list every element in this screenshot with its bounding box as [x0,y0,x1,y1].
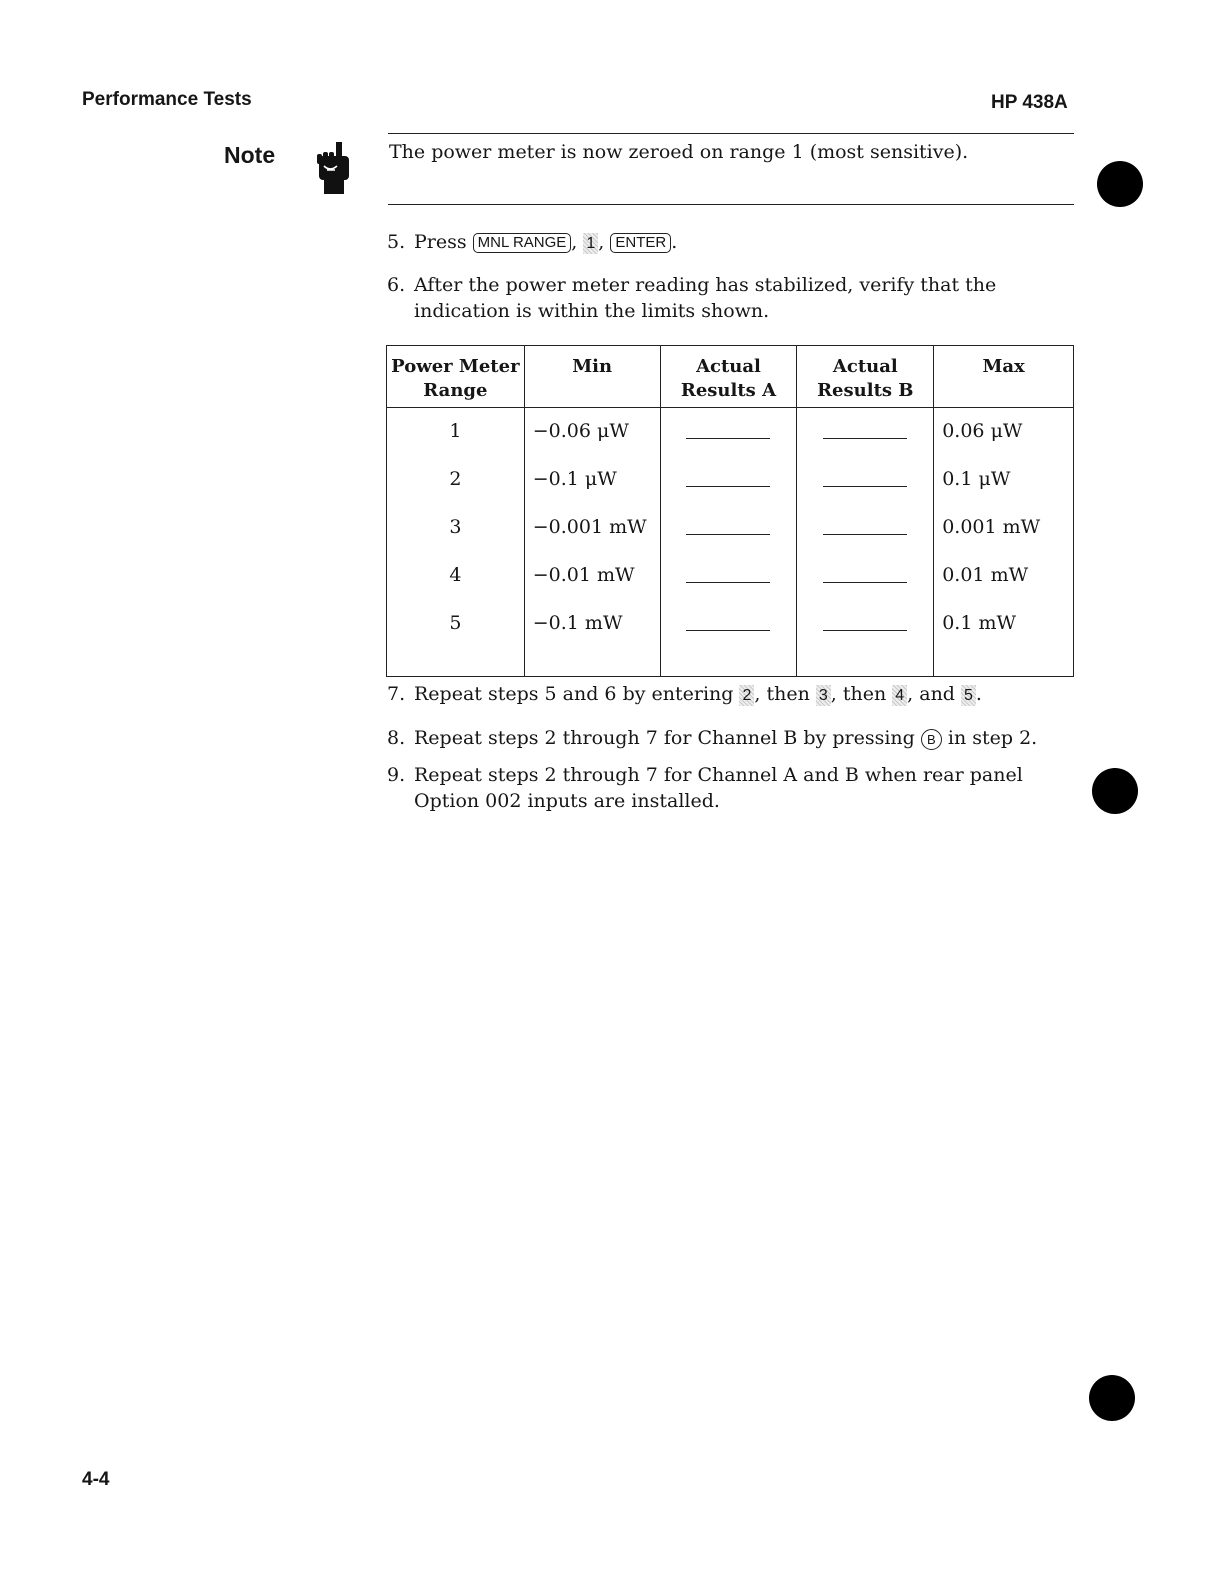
cell-actual-b [797,554,934,602]
cell-actual-a [660,458,797,506]
cell-actual-a [660,506,797,554]
key-4: 4 [892,685,907,706]
cell-range: 2 [387,458,525,506]
step-text: Repeat steps 5 and 6 by entering [414,683,734,705]
step-end: . [671,231,678,253]
cell-actual-a [660,408,797,459]
header-actual-a: Actual Results A [660,346,797,408]
step-text: in step 2. [947,727,1038,749]
cell-min: −0.06 μW [524,408,660,459]
cell-actual-b [797,408,934,459]
step-text: , then [830,683,887,705]
blank-line [686,612,770,631]
table-row [387,554,1074,602]
step-text-line2: Option 002 inputs are installed. [414,790,720,812]
cell-max: 0.001 mW [934,506,1074,554]
blank-line [823,612,907,631]
note-text: The power meter is now zeroed on range 1 (most sensitive). [389,141,969,163]
key-2: 2 [739,685,754,706]
cell-max: 0.1 μW [934,458,1074,506]
cell-range: 4 [387,554,525,602]
table-row [387,602,1074,676]
table-row [387,408,1074,459]
separator: , [598,231,605,253]
limits-table [386,345,1074,677]
step-6 [387,272,996,324]
step-text: Repeat steps 2 through 7 for Channel B by pressing [414,727,915,749]
step-number: 9. [387,764,406,786]
blank-line [823,420,907,439]
cell-max: 0.06 μW [934,408,1074,459]
blank-line [823,516,907,535]
step-text: , then [754,683,810,705]
step-number: 5. [387,231,406,253]
note-top-rule [388,133,1074,134]
blank-line [686,420,770,439]
step-end: . [975,683,982,705]
cell-range: 1 [387,408,525,459]
key-1: 1 [583,233,598,254]
step-number: 8. [387,727,406,749]
step-text-line2: indication is within the limits shown. [414,300,770,322]
binder-hole [1097,161,1143,207]
step-5 [387,229,677,255]
step-text: , and [907,683,955,705]
cell-min: −0.1 mW [524,602,660,676]
key-3: 3 [816,685,831,706]
header-range: Power Meter Range [387,346,525,408]
cell-actual-a [660,554,797,602]
blank-line [686,516,770,535]
blank-line [823,468,907,487]
cell-actual-b [797,506,934,554]
step-text: Press [414,231,467,253]
enter-key: ENTER [610,233,671,253]
step-8 [387,725,1037,751]
separator: , [571,231,578,253]
step-9 [387,762,1023,814]
header-actual-b: Actual Results B [797,346,934,408]
pointing-hand-icon [315,142,355,196]
running-header-section: Performance Tests [82,89,252,110]
channel-b-key: B [921,729,942,750]
binder-hole [1089,1375,1135,1421]
note-bottom-rule [388,204,1074,205]
page-number: 4-4 [82,1469,110,1490]
running-header-model: HP 438A [991,92,1068,113]
cell-actual-b [797,602,934,676]
cell-min: −0.1 μW [524,458,660,506]
binder-hole [1092,768,1138,814]
header-max: Max [934,346,1074,408]
note-label: Note [224,142,276,168]
cell-actual-a [660,602,797,676]
blank-line [686,468,770,487]
blank-line [686,564,770,583]
step-text-line1: Repeat steps 2 through 7 for Channel A and B when rear panel [414,764,1023,786]
header-min: Min [524,346,660,408]
mnl-range-key: MNL RANGE [473,233,572,253]
table-header-row [387,346,1074,408]
cell-range: 3 [387,506,525,554]
step-number: 6. [387,274,406,296]
cell-min: −0.001 mW [524,506,660,554]
table-row [387,506,1074,554]
cell-min: −0.01 mW [524,554,660,602]
table-row [387,458,1074,506]
step-number: 7. [387,683,406,705]
step-text-line1: After the power meter reading has stabilized, verify that the [414,274,997,296]
key-5: 5 [961,685,976,706]
cell-max: 0.1 mW [934,602,1074,676]
cell-max: 0.01 mW [934,554,1074,602]
cell-range: 5 [387,602,525,676]
blank-line [823,564,907,583]
cell-actual-b [797,458,934,506]
step-7 [387,681,982,707]
